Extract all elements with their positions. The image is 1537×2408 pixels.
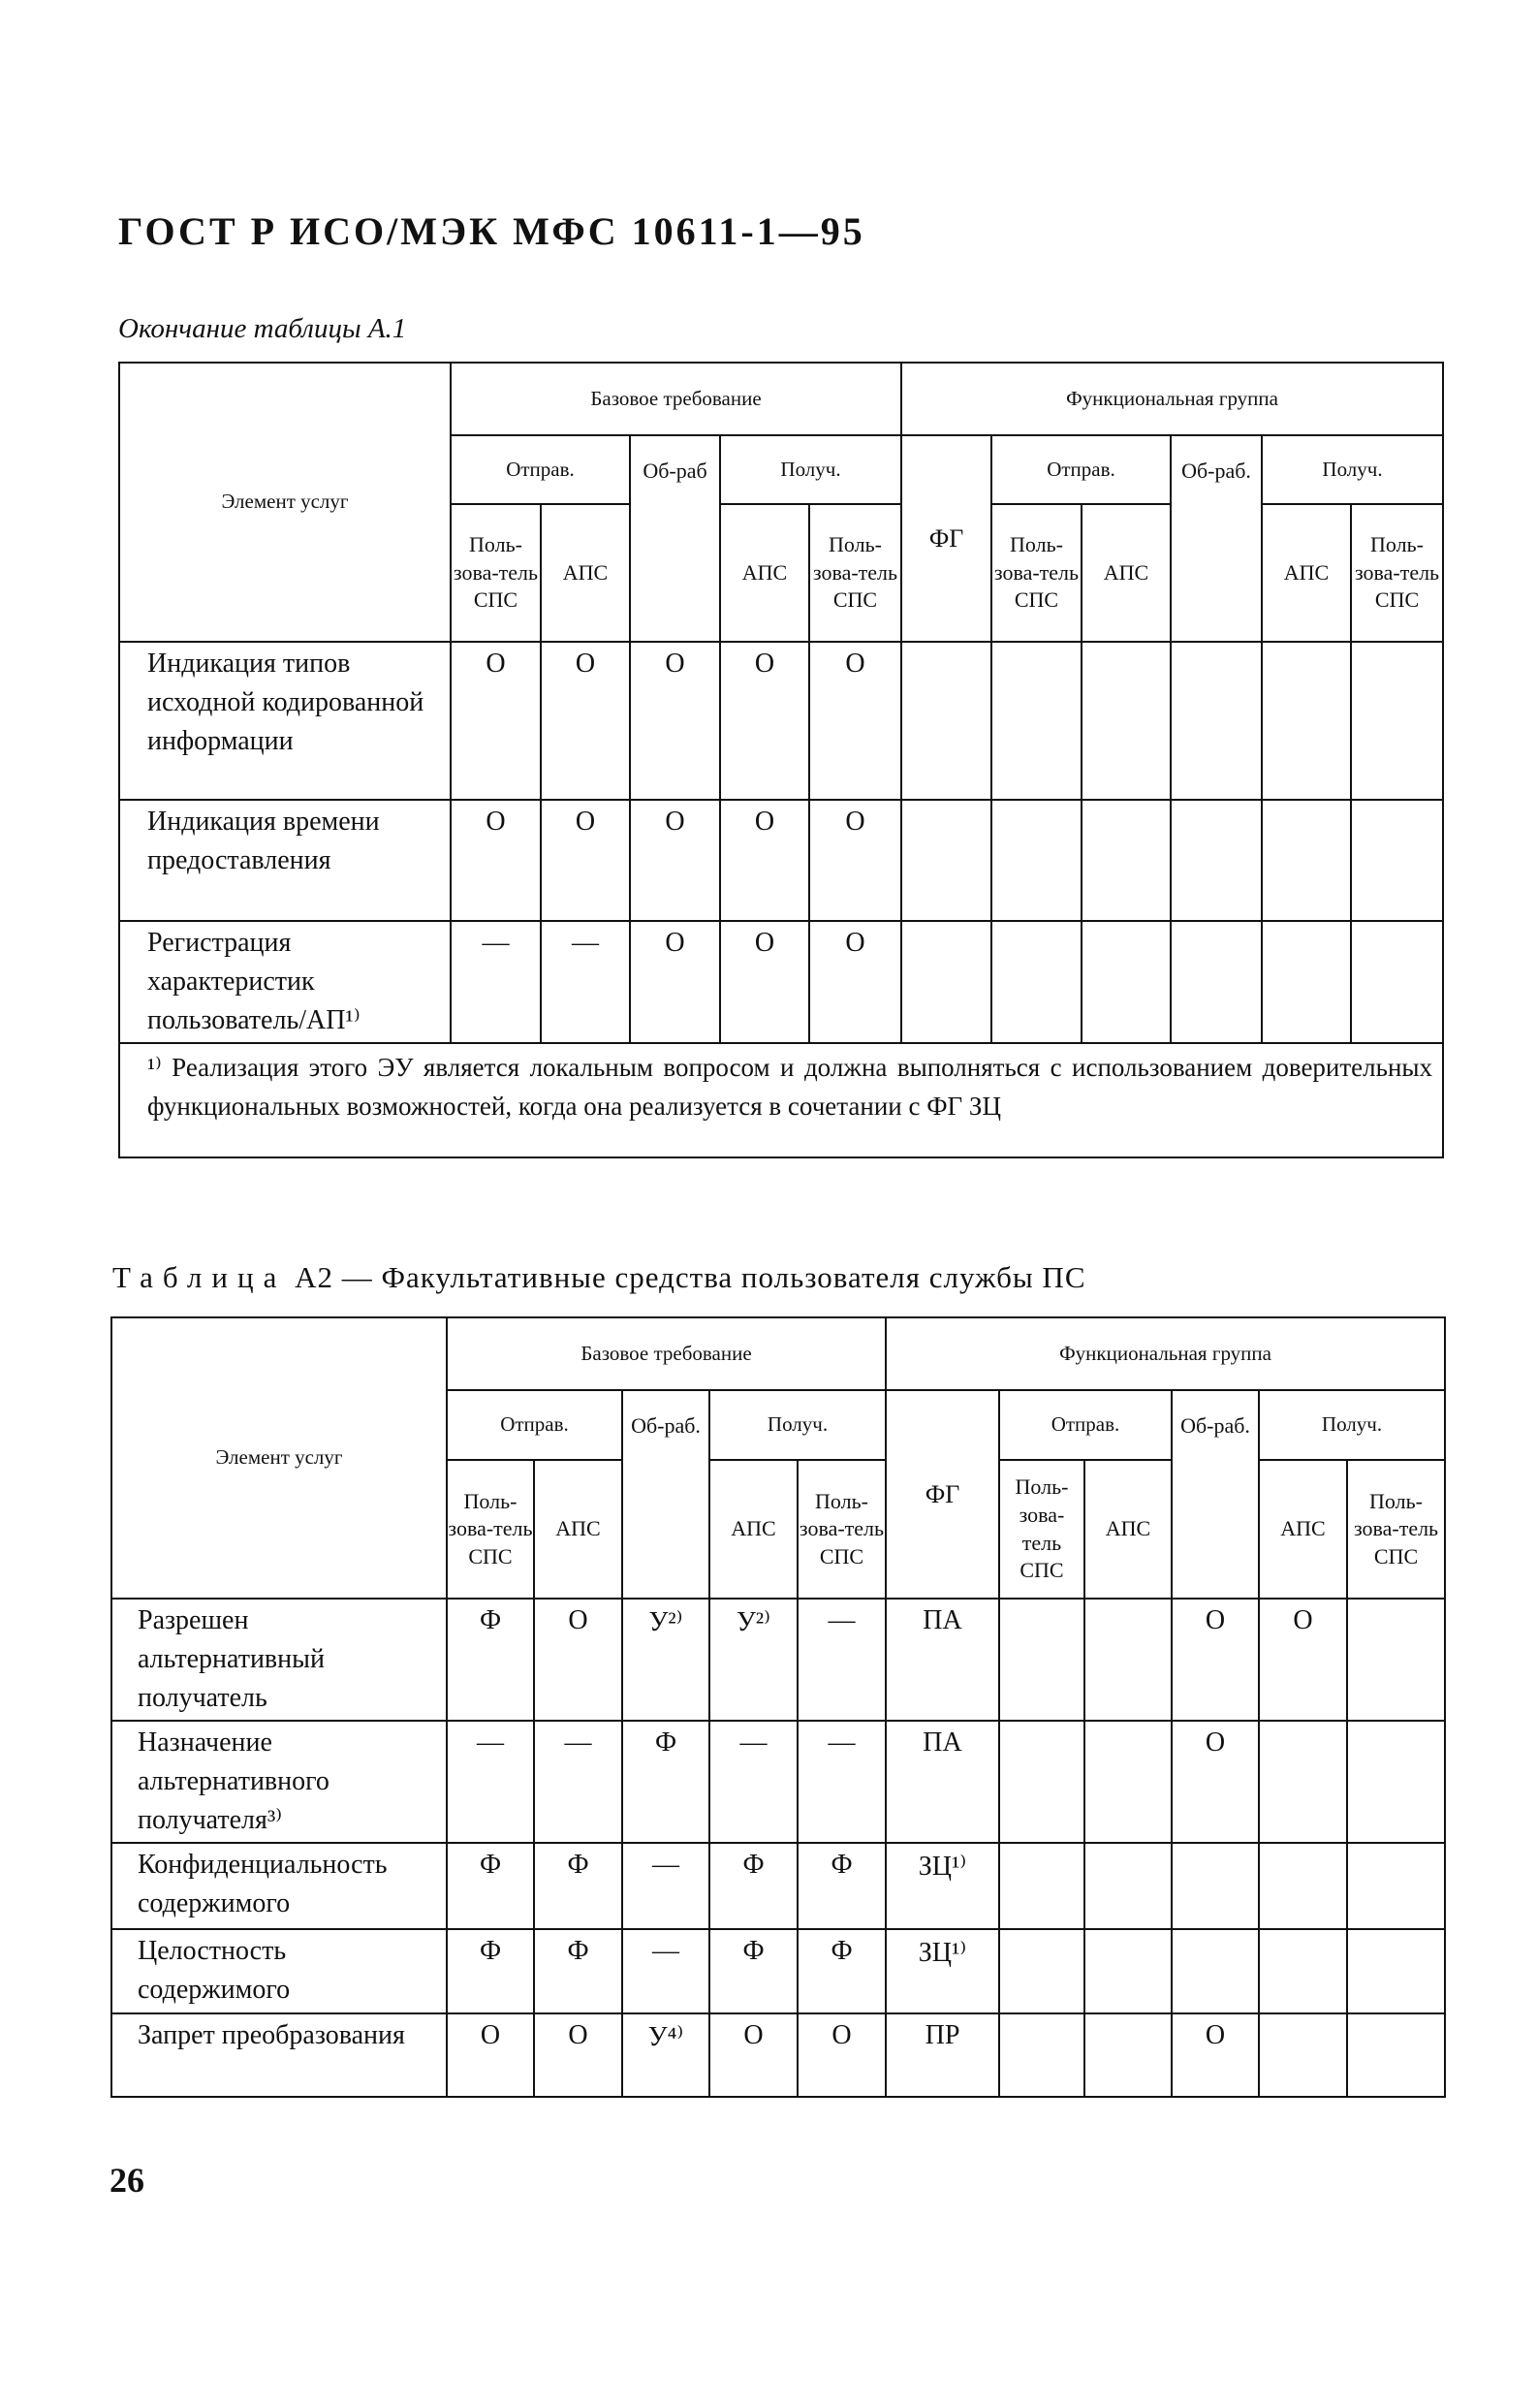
cell-value [1347,1599,1445,1721]
header-func-group: Функциональная группа [901,363,1443,435]
row-element: Разрешен альтернативный получатель [111,1599,447,1721]
header-obrab: Об-раб. [622,1390,709,1599]
table-row [119,642,1443,800]
header-element: Элемент услуг [119,363,451,642]
header-aps: АПС [1262,504,1351,642]
cell-value: Ф [534,1843,622,1929]
header-fg: ФГ [901,435,991,642]
header-aps: АПС [709,1460,798,1599]
cell-value: О [720,800,809,921]
table-row [111,1843,1445,1929]
table-row [111,1599,1445,1721]
header-obrab: Об-раб. [1171,435,1262,642]
cell-fg: ПА [886,1599,999,1721]
header-recv: Получ. [720,435,901,504]
row-element: Назначение альтернативного получателя³⁾ [111,1721,447,1843]
header-aps: АПС [1259,1460,1347,1599]
cell-value [999,1599,1084,1721]
cell-value: — [798,1599,886,1721]
cell-value [1347,1929,1445,2013]
document-header: ГОСТ Р ИСО/МЭК МФС 10611-1—95 [118,209,865,253]
header-recv: Получ. [1259,1390,1445,1460]
footnote: ¹⁾ Реализация этого ЭУ является локальным вопросом и должна выполняться с использованием доверительных функциональных возможностей, когда она реализуется в сочетании с ФГ ЗЦ [119,1043,1443,1157]
cell-value: О [630,642,720,800]
cell-value: Ф [798,1929,886,2013]
header-aps: АПС [1082,504,1171,642]
header-send: Отправ. [451,435,630,504]
cell-value: Ф [798,1843,886,1929]
cell-value [1259,1929,1347,2013]
cell-value: О [720,642,809,800]
table-a2 [110,1316,1446,2098]
header-recv: Получ. [709,1390,886,1460]
cell-value [1084,1721,1172,1843]
table1-caption: Окончание таблицы А.1 [118,313,407,344]
cell-fg: ЗЦ¹⁾ [886,1929,999,2013]
cell-value: У²⁾ [622,1599,709,1721]
cell-value: О [809,800,901,921]
cell-value [999,2013,1084,2097]
header-fg: ФГ [886,1390,999,1599]
cell-value [1347,2013,1445,2097]
cell-value: — [622,1929,709,2013]
header-user: Поль-зова-тель СПС [451,504,541,642]
cell-fg: ПА [886,1721,999,1843]
row-element: Индикация времени предоставления [119,800,451,921]
header-aps: АПС [720,504,809,642]
cell-value [1347,1843,1445,1929]
header-recv: Получ. [1262,435,1443,504]
cell-value: — [451,921,541,1043]
header-aps: АПС [534,1460,622,1599]
cell-value [1084,1843,1172,1929]
cell-value: О [1172,2013,1259,2097]
row-element: Регистрация характеристик пользователь/АП¹⁾ [119,921,451,1043]
row-element: Конфиденциальность содержимого [111,1843,447,1929]
cell-value: О [534,1599,622,1721]
cell-value: О [798,2013,886,2097]
header-obrab: Об-раб. [1172,1390,1259,1599]
cell-value: Ф [447,1929,534,2013]
header-user: Поль-зова-тель СПС [1347,1460,1445,1599]
header-user: Поль-зова-тель СПС [809,504,901,642]
cell-value: О [1172,1721,1259,1843]
header-user: Поль-зова-тель СПС [991,504,1082,642]
cell-value: О [451,642,541,800]
row-element: Целостность содержимого [111,1929,447,2013]
table2-caption-text: А2 — Факультативные средства пользователя службы ПС [295,1260,1086,1294]
header-send: Отправ. [447,1390,622,1460]
header-func-group: Функциональная группа [886,1317,1445,1390]
cell-value [1259,1721,1347,1843]
cell-value [1084,1599,1172,1721]
table-a1 [118,362,1444,1158]
cell-value: О [534,2013,622,2097]
cell-value [1259,2013,1347,2097]
cell-value: О [809,642,901,800]
cell-value: О [720,921,809,1043]
cell-value [999,1843,1084,1929]
cell-value: У²⁾ [709,1599,798,1721]
cell-value: Ф [622,1721,709,1843]
table2-caption-label: Таблица [112,1260,287,1294]
cell-value: О [709,2013,798,2097]
cell-value [1084,1929,1172,2013]
cell-fg: ЗЦ¹⁾ [886,1843,999,1929]
table-row [119,800,1443,921]
cell-value: О [451,800,541,921]
header-send: Отправ. [991,435,1171,504]
header-user: Поль-зова-тель СПС [447,1460,534,1599]
cell-value: — [534,1721,622,1843]
cell-value: — [798,1721,886,1843]
cell-value: О [809,921,901,1043]
cell-value: О [541,800,630,921]
cell-value: У⁴⁾ [622,2013,709,2097]
header-base: Базовое требование [451,363,901,435]
header-user: Поль-зова-тель СПС [798,1460,886,1599]
cell-value: — [541,921,630,1043]
cell-value: Ф [709,1843,798,1929]
header-user: Поль-зова-тель СПС [999,1460,1084,1599]
header-obrab: Об-раб [630,435,720,642]
cell-value [999,1721,1084,1843]
table-row [119,921,1443,1043]
table-row [111,1721,1445,1843]
cell-value [999,1929,1084,2013]
cell-value [1084,2013,1172,2097]
cell-value [1259,1843,1347,1929]
header-aps: АПС [541,504,630,642]
header-element: Элемент услуг [111,1317,447,1599]
cell-value: — [622,1843,709,1929]
cell-value [1172,1843,1259,1929]
cell-value: О [630,921,720,1043]
cell-value: Ф [534,1929,622,2013]
header-base: Базовое требование [447,1317,886,1390]
cell-value [1172,1929,1259,2013]
header-send: Отправ. [999,1390,1172,1460]
cell-value: О [630,800,720,921]
page-number: 26 [110,2161,144,2200]
cell-value: Ф [447,1599,534,1721]
cell-value: О [1259,1599,1347,1721]
cell-fg: ПР [886,2013,999,2097]
table-row [111,2013,1445,2097]
cell-value [1347,1721,1445,1843]
cell-value: — [709,1721,798,1843]
cell-value: О [1172,1599,1259,1721]
row-element: Запрет преобразования [111,2013,447,2097]
cell-value: О [541,642,630,800]
row-element: Индикация типов исходной кодированной информации [119,642,451,800]
cell-value: Ф [447,1843,534,1929]
table2-caption [112,1260,1086,1295]
cell-value: — [447,1721,534,1843]
cell-value: О [447,2013,534,2097]
header-user: Поль-зова-тель СПС [1351,504,1443,642]
cell-value: Ф [709,1929,798,2013]
table-row [111,1929,1445,2013]
header-aps: АПС [1084,1460,1172,1599]
